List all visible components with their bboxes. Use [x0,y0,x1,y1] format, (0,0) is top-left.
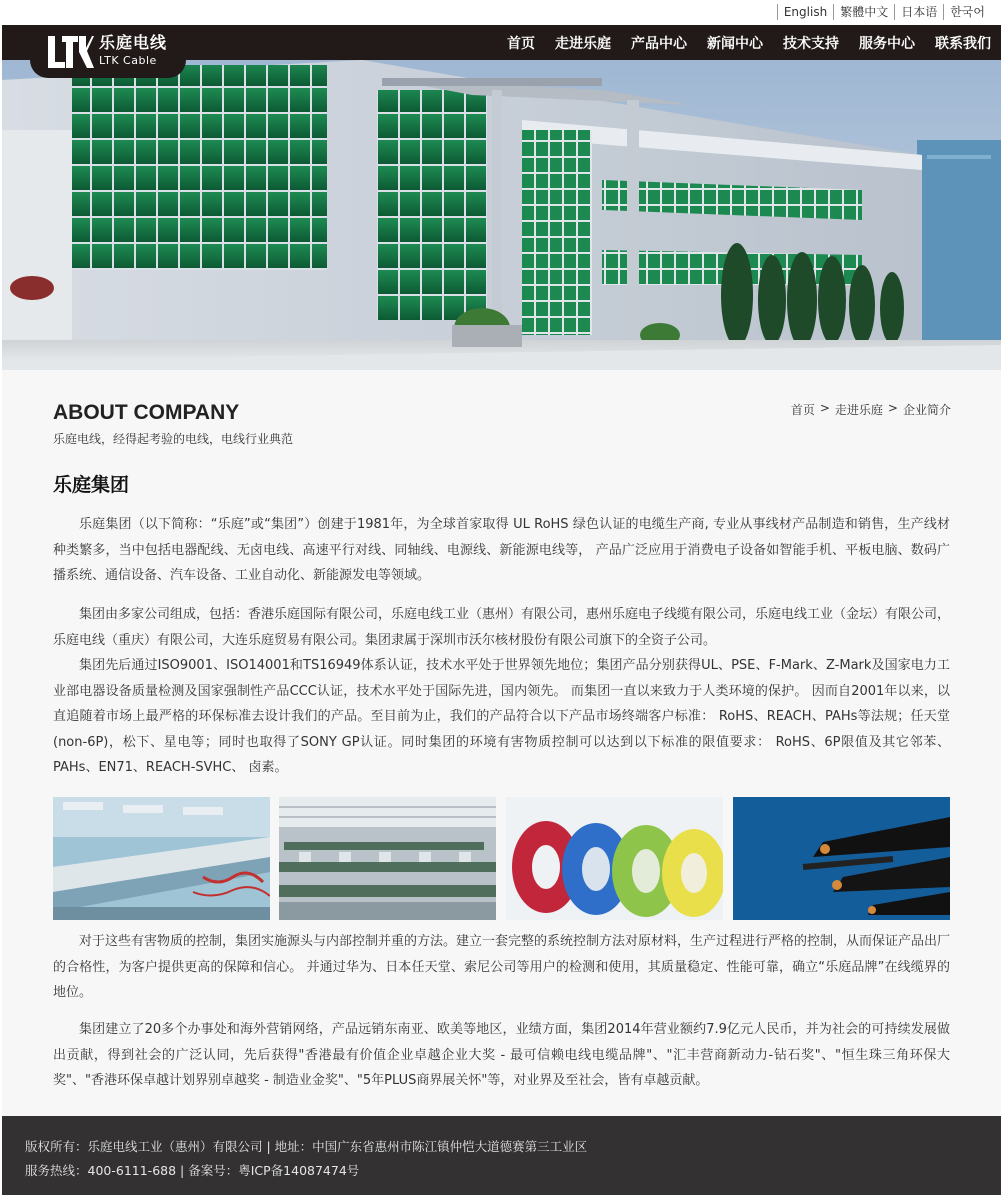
breadcrumb-about[interactable]: 走进乐庭 [834,403,883,417]
nav-item-news[interactable]: 新闻中心 [707,35,763,52]
breadcrumb-home[interactable]: 首页 [790,403,815,417]
lang-traditional-chinese-link[interactable]: 繁體中文 [833,4,894,20]
factory-floor-photo [279,797,496,920]
lang-japanese-link[interactable]: 日本语 [894,4,943,20]
nav-item-service[interactable]: 服务中心 [859,35,915,52]
breadcrumb-current[interactable]: 企业简介 [902,403,951,417]
cable-ends-photo [733,797,950,920]
nav-item-contact[interactable]: 联系我们 [935,35,991,52]
quality-control-paragraph: 对于这些有害物质的控制，集团实施源头与内部控制并重的方法。建立一套完整的系统控制方法对原材料，生产过程进行严格的控制，从而保证产品出厂的合格性，为客户提供更高的保障和信心。 并通过华为、日本任天堂、索尼公司等用户的检测和使用，其质量稳定、性能可靠，确立“乐庭品牌”在线缆界的地位。 [53,934,951,1000]
banner-image [2,60,1001,370]
nav-item-products[interactable]: 产品中心 [631,35,687,52]
cable-coils-photo [506,797,723,920]
lang-korean-link[interactable]: 한국어 [943,4,991,20]
factory-line-photo [53,797,270,920]
photo-strip [53,797,951,920]
lang-english-link[interactable]: English [777,4,833,20]
ltk-logo-icon [46,34,94,70]
nav-item-home[interactable]: 首页 [507,35,535,52]
nav-item-support[interactable]: 技术支持 [783,35,839,52]
breadcrumb [791,401,951,418]
site-footer [2,1116,1001,1195]
page-title: ABOUT COMPANY [53,401,240,424]
logo-english-text: LTK Cable [99,54,157,67]
nav-item-about[interactable]: 走进乐庭 [555,35,611,52]
factory-building-illustration [2,60,1001,370]
site-header [2,25,1001,67]
companies-paragraph: 集团由多家公司组成，包括：香港乐庭国际有限公司，乐庭电线工业（惠州）有限公司，惠州乐庭电子线缆有限公司，乐庭电线工业（金坛）有限公司，乐庭电线（重庆）有限公司，大连乐庭贸易有限公司。集团隶属于深圳市沃尔核材股份有限公司旗下的全资子公司。 [53,607,951,648]
main-content [2,370,1001,1116]
intro-paragraph: 乐庭集团（以下简称：“乐庭”或“集团”）创建于1981年，为全球首家取得 UL RoHS 绿色认证的电缆生产商, 专业从事线材产品制造和销售，生产线材种类繁多，当中包括电器配线、无卤电线、高速平行对线、同轴线、电源线、新能源电线等， 产品广泛应用于消费电子设备如智能手机、平板电脑、数码广播系统、通信设备、汽车设备、工业自动化、新能源发电等领域。 [53,517,950,583]
page-subtitle: 乐庭电线，经得起考验的电线，电线行业典范 [53,432,294,446]
logo[interactable] [30,25,186,78]
logo-chinese-text: 乐庭电线 [99,33,168,52]
main-nav [507,25,991,60]
certification-paragraph: 集团先后通过ISO9001、ISO14001和TS16949体系认证，技术水平处于世界领先地位；集团产品分别获得UL、PSE、F-Mark、Z-Mark及国家电力工业部电器设备质量检测及国家强制性产品CCC认证，技术水平处于国际先进，国内领先。 而集团一直以来致力于人类环境的保护。 因而自2001年以来，以直追随着市场上最严格的环保标准去设计我们的产品。至目前为止，我们的产品符合以下产品市场终端客户标准： RoHS、REACH、PAHs等法规；任天堂(non-6P)，松下、星电等；同时也取得了SONY GP认证。同时集团的环境有害物质控制可以达到以下标准的限值要求： RoHS、6P限值及其它邻苯、PAHs、EN71、REACH-SVHC、 卤素。 [53,658,950,775]
footer-contact: 服务热线：400-6111-688 | 备案号：粤ICP备14087474号 [25,1163,360,1178]
language-bar [0,0,1003,25]
breadcrumb-separator: > [819,401,830,415]
breadcrumb-separator: > [887,401,898,415]
section-title: 乐庭集团 [53,474,130,496]
footer-copyright: 版权所有：乐庭电线工业（惠州）有限公司 | 地址：中国广东省惠州市陈江镇仲恺大道德赛第三工业区 [25,1139,588,1154]
awards-paragraph: 集团建立了20多个办事处和海外营销网络，产品远销东南亚、欧美等地区，业绩方面，集团2014年营业额约7.9亿元人民币，并为社会的可持续发展做出贡献，得到社会的广泛认同，先后获得"香港最有价值企业卓越企业大奖 - 最可信赖电线电缆品牌"、"汇丰营商新动力-钻石奖"、"恒生珠三角环保大奖"、"香港环保卓越计划界别卓越奖 - 制造业金奖"、"5年PLUS商界展关怀"等，对业界及至社会，皆有卓越贡献。 [53,1022,950,1088]
language-links [777,4,991,20]
